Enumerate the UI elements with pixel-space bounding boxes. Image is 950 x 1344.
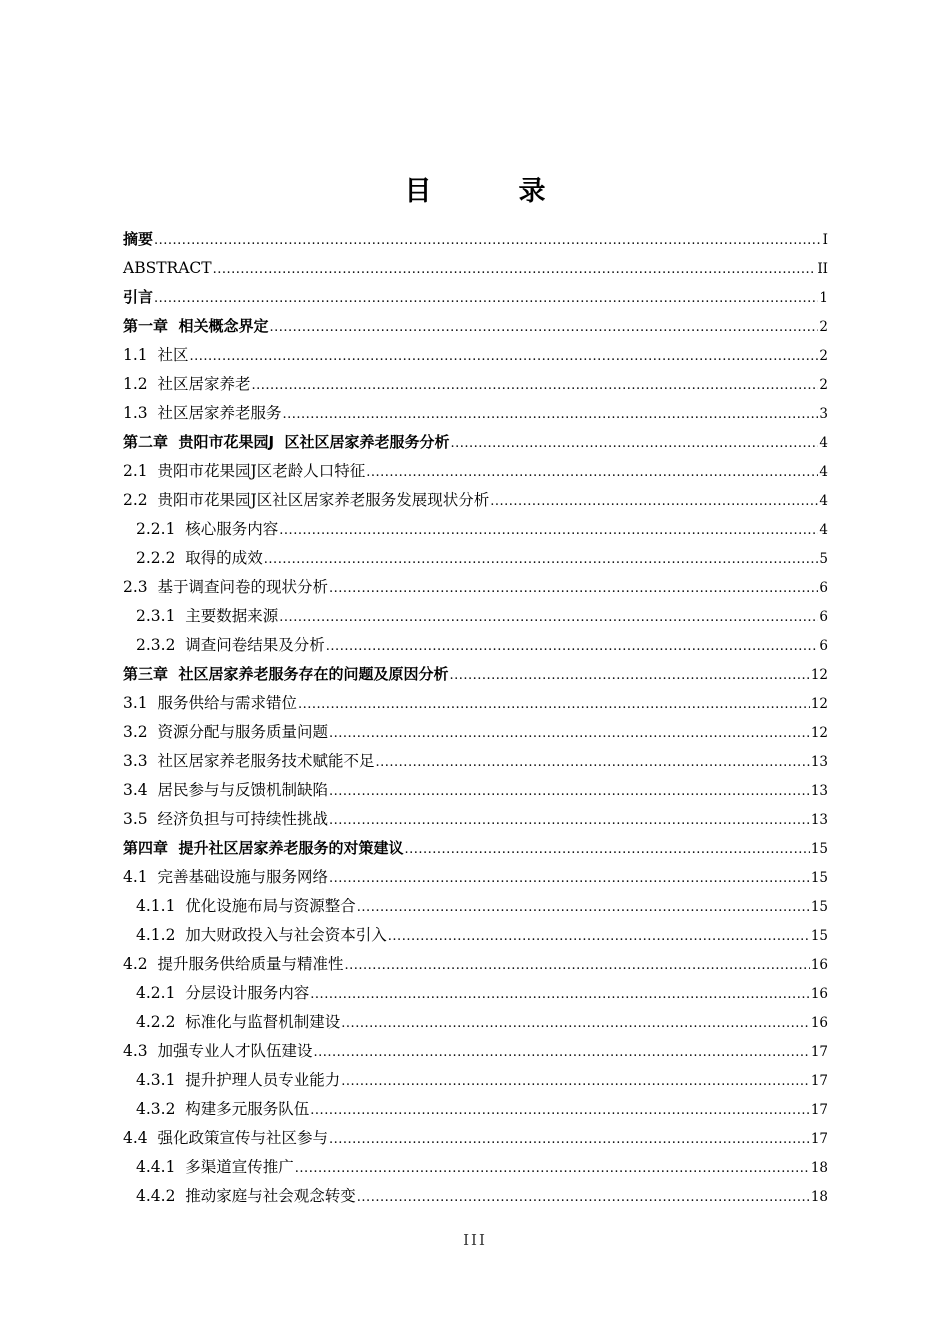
toc-entry-page: 12 bbox=[810, 667, 828, 683]
toc-entry-page: 13 bbox=[810, 783, 828, 799]
toc-entry[interactable] bbox=[123, 747, 828, 776]
toc-entry-label: 3.4 居民参与与反馈机制缺陷 bbox=[123, 781, 329, 799]
toc-entry[interactable] bbox=[123, 1008, 828, 1037]
toc-dot-leader bbox=[329, 777, 810, 806]
toc-entry[interactable] bbox=[123, 370, 828, 399]
toc-entry[interactable] bbox=[123, 718, 828, 747]
toc-entry[interactable] bbox=[123, 457, 828, 486]
toc-dot-leader bbox=[341, 1009, 810, 1038]
toc-dot-leader bbox=[154, 226, 822, 255]
toc-entry[interactable] bbox=[123, 1066, 828, 1095]
toc-entry-label: 第二章 贵阳市花果园J 区社区居家养老服务分析 bbox=[123, 433, 450, 451]
toc-entry-page: 13 bbox=[810, 812, 828, 828]
toc-entry-label: 1.3 社区居家养老服务 bbox=[123, 404, 282, 422]
toc-entry[interactable] bbox=[123, 515, 828, 544]
toc-entry[interactable] bbox=[123, 660, 828, 689]
toc-entry-page: 6 bbox=[819, 580, 828, 596]
toc-entry-page: 2 bbox=[819, 348, 828, 364]
toc-dot-leader bbox=[341, 1067, 810, 1096]
toc-entry-page: 17 bbox=[810, 1073, 828, 1089]
toc-entry[interactable] bbox=[123, 283, 828, 312]
toc-dot-leader bbox=[310, 1096, 810, 1125]
toc-entry-page: 16 bbox=[810, 1015, 828, 1031]
toc-entry-label: 摘要 bbox=[123, 230, 154, 248]
toc-entry-label: 4.4 强化政策宣传与社区参与 bbox=[123, 1129, 329, 1147]
toc-dot-leader bbox=[329, 574, 818, 603]
toc-entry-label: 2.2.2 取得的成效 bbox=[136, 549, 263, 567]
toc-entry-label: 4.4.2 推动家庭与社会观念转变 bbox=[136, 1187, 356, 1205]
toc-entry-page: 5 bbox=[819, 551, 828, 567]
toc-entry-page: 4 bbox=[819, 464, 828, 480]
toc-entry[interactable] bbox=[123, 1182, 828, 1211]
toc-dot-leader bbox=[450, 429, 818, 458]
toc-entry[interactable] bbox=[123, 631, 828, 660]
toc-dot-leader bbox=[357, 893, 810, 922]
toc-entry-page: 13 bbox=[810, 754, 828, 770]
toc-entry-label: 2.1 贵阳市花果园J区老龄人口特征 bbox=[123, 462, 366, 480]
toc-entry-page: 15 bbox=[810, 899, 828, 915]
toc-entry-page: 6 bbox=[819, 609, 828, 625]
toc-entry-label: 3.3 社区居家养老服务技术赋能不足 bbox=[123, 752, 375, 770]
toc-entry-page: 2 bbox=[819, 319, 828, 335]
toc-dot-leader bbox=[376, 748, 810, 777]
toc-dot-leader bbox=[295, 1154, 810, 1183]
toc-entry[interactable] bbox=[123, 225, 828, 254]
toc-entry-label: 1.2 社区居家养老 bbox=[123, 375, 251, 393]
toc-dot-leader bbox=[279, 516, 818, 545]
toc-entry-page: I bbox=[822, 232, 828, 248]
toc-entry[interactable] bbox=[123, 921, 828, 950]
toc-entry[interactable] bbox=[123, 805, 828, 834]
toc-entry-page: 15 bbox=[810, 841, 828, 857]
toc-entry[interactable] bbox=[123, 1124, 828, 1153]
toc-entry-label: 4.4.1 多渠道宣传推广 bbox=[136, 1158, 294, 1176]
toc-entry-label: 3.1 服务供给与需求错位 bbox=[123, 694, 298, 712]
toc-entry-label: 3.5 经济负担与可持续性挑战 bbox=[123, 810, 329, 828]
toc-entry-page: 15 bbox=[810, 870, 828, 886]
toc-entry[interactable] bbox=[123, 486, 828, 515]
toc-dot-leader bbox=[252, 371, 819, 400]
toc-entry-label: 第三章 社区居家养老服务存在的问题及原因分析 bbox=[123, 665, 449, 683]
toc-dot-leader bbox=[388, 922, 810, 951]
toc-entry-page: 2 bbox=[819, 377, 828, 393]
toc-entry[interactable] bbox=[123, 1037, 828, 1066]
toc-entry[interactable] bbox=[123, 399, 828, 428]
toc-entry-label: 2.3.2 调查问卷结果及分析 bbox=[136, 636, 325, 654]
toc-entry-label: 4.1.1 优化设施布局与资源整合 bbox=[136, 897, 356, 915]
toc-dot-leader bbox=[329, 719, 810, 748]
toc-entry-page: 12 bbox=[810, 696, 828, 712]
toc-entry-label: 引言 bbox=[123, 288, 154, 306]
toc-entry[interactable] bbox=[123, 1153, 828, 1182]
toc-entry-page: 4 bbox=[819, 435, 828, 451]
toc-entry[interactable] bbox=[123, 1095, 828, 1124]
toc-entry-label: 2.2 贵阳市花果园J区社区居家养老服务发展现状分析 bbox=[123, 491, 490, 509]
page-number: III bbox=[463, 1231, 487, 1249]
toc-entry-label: 2.2.1 核心服务内容 bbox=[136, 520, 279, 538]
toc-entry-page: 1 bbox=[819, 290, 828, 306]
toc-dot-leader bbox=[345, 951, 810, 980]
toc-entry[interactable] bbox=[123, 428, 828, 457]
toc-entry-page: II bbox=[817, 261, 828, 277]
toc-dot-leader bbox=[366, 458, 818, 487]
toc-entry-label: 4.1.2 加大财政投入与社会资本引入 bbox=[136, 926, 387, 944]
toc-entry[interactable] bbox=[123, 602, 828, 631]
toc-entry-page: 16 bbox=[810, 957, 828, 973]
toc-dot-leader bbox=[314, 1038, 810, 1067]
toc-dot-leader bbox=[357, 1183, 810, 1212]
toc-entry-label: 1.1 社区 bbox=[123, 346, 189, 364]
toc-entry-label: 2.3 基于调查问卷的现状分析 bbox=[123, 578, 329, 596]
toc-entry[interactable] bbox=[123, 341, 828, 370]
toc-entry[interactable] bbox=[123, 544, 828, 573]
toc-entry-page: 3 bbox=[819, 406, 828, 422]
toc-entry-page: 6 bbox=[819, 638, 828, 654]
toc-dot-leader bbox=[310, 980, 810, 1009]
toc-entry-page: 4 bbox=[819, 493, 828, 509]
toc-dot-leader bbox=[190, 342, 819, 371]
toc-dot-leader bbox=[326, 632, 819, 661]
toc-entry-label: 4.3.2 构建多元服务队伍 bbox=[136, 1100, 310, 1118]
toc-entry-label: 第四章 提升社区居家养老服务的对策建议 bbox=[123, 839, 404, 857]
toc-entry[interactable] bbox=[123, 254, 828, 283]
toc-dot-leader bbox=[213, 255, 817, 284]
toc-entry-page: 18 bbox=[810, 1189, 828, 1205]
toc-entry[interactable] bbox=[123, 979, 828, 1008]
toc-entry-label: 4.3 加强专业人才队伍建设 bbox=[123, 1042, 313, 1060]
toc-entry-page: 15 bbox=[810, 928, 828, 944]
toc-dot-leader bbox=[329, 1125, 810, 1154]
toc-entry-label: 3.2 资源分配与服务质量问题 bbox=[123, 723, 329, 741]
toc-entry-page: 17 bbox=[810, 1131, 828, 1147]
toc-list bbox=[123, 225, 828, 1211]
toc-entry[interactable] bbox=[123, 892, 828, 921]
toc-dot-leader bbox=[264, 545, 819, 574]
toc-title: 目 录 bbox=[404, 176, 576, 207]
toc-entry[interactable] bbox=[123, 312, 828, 341]
toc-entry-page: 18 bbox=[810, 1160, 828, 1176]
toc-entry-page: 17 bbox=[810, 1044, 828, 1060]
toc-entry-label: ABSTRACT bbox=[123, 259, 212, 277]
toc-entry[interactable] bbox=[123, 834, 828, 863]
toc-entry-label: 4.2.1 分层设计服务内容 bbox=[136, 984, 310, 1002]
toc-entry-label: 4.3.1 提升护理人员专业能力 bbox=[136, 1071, 341, 1089]
toc-dot-leader bbox=[298, 690, 810, 719]
toc-dot-leader bbox=[490, 487, 818, 516]
toc-dot-leader bbox=[279, 603, 818, 632]
toc-dot-leader bbox=[449, 661, 809, 690]
toc-entry[interactable] bbox=[123, 950, 828, 979]
toc-entry[interactable] bbox=[123, 776, 828, 805]
toc-entry[interactable] bbox=[123, 573, 828, 602]
toc-dot-leader bbox=[269, 313, 818, 342]
toc-dot-leader bbox=[283, 400, 819, 429]
toc-dot-leader bbox=[404, 835, 809, 864]
toc-entry-page: 17 bbox=[810, 1102, 828, 1118]
toc-dot-leader bbox=[329, 806, 810, 835]
toc-entry-label: 4.2 提升服务供给质量与精准性 bbox=[123, 955, 344, 973]
toc-entry-label: 第一章 相关概念界定 bbox=[123, 317, 269, 335]
toc-dot-leader bbox=[329, 864, 810, 893]
toc-entry-page: 16 bbox=[810, 986, 828, 1002]
toc-dot-leader bbox=[154, 284, 818, 313]
toc-entry-label: 2.3.1 主要数据来源 bbox=[136, 607, 279, 625]
toc-entry-label: 4.2.2 标准化与监督机制建设 bbox=[136, 1013, 341, 1031]
toc-entry[interactable] bbox=[123, 863, 828, 892]
toc-entry-label: 4.1 完善基础设施与服务网络 bbox=[123, 868, 329, 886]
toc-entry[interactable] bbox=[123, 689, 828, 718]
toc-entry-page: 4 bbox=[819, 522, 828, 538]
toc-entry-page: 12 bbox=[810, 725, 828, 741]
